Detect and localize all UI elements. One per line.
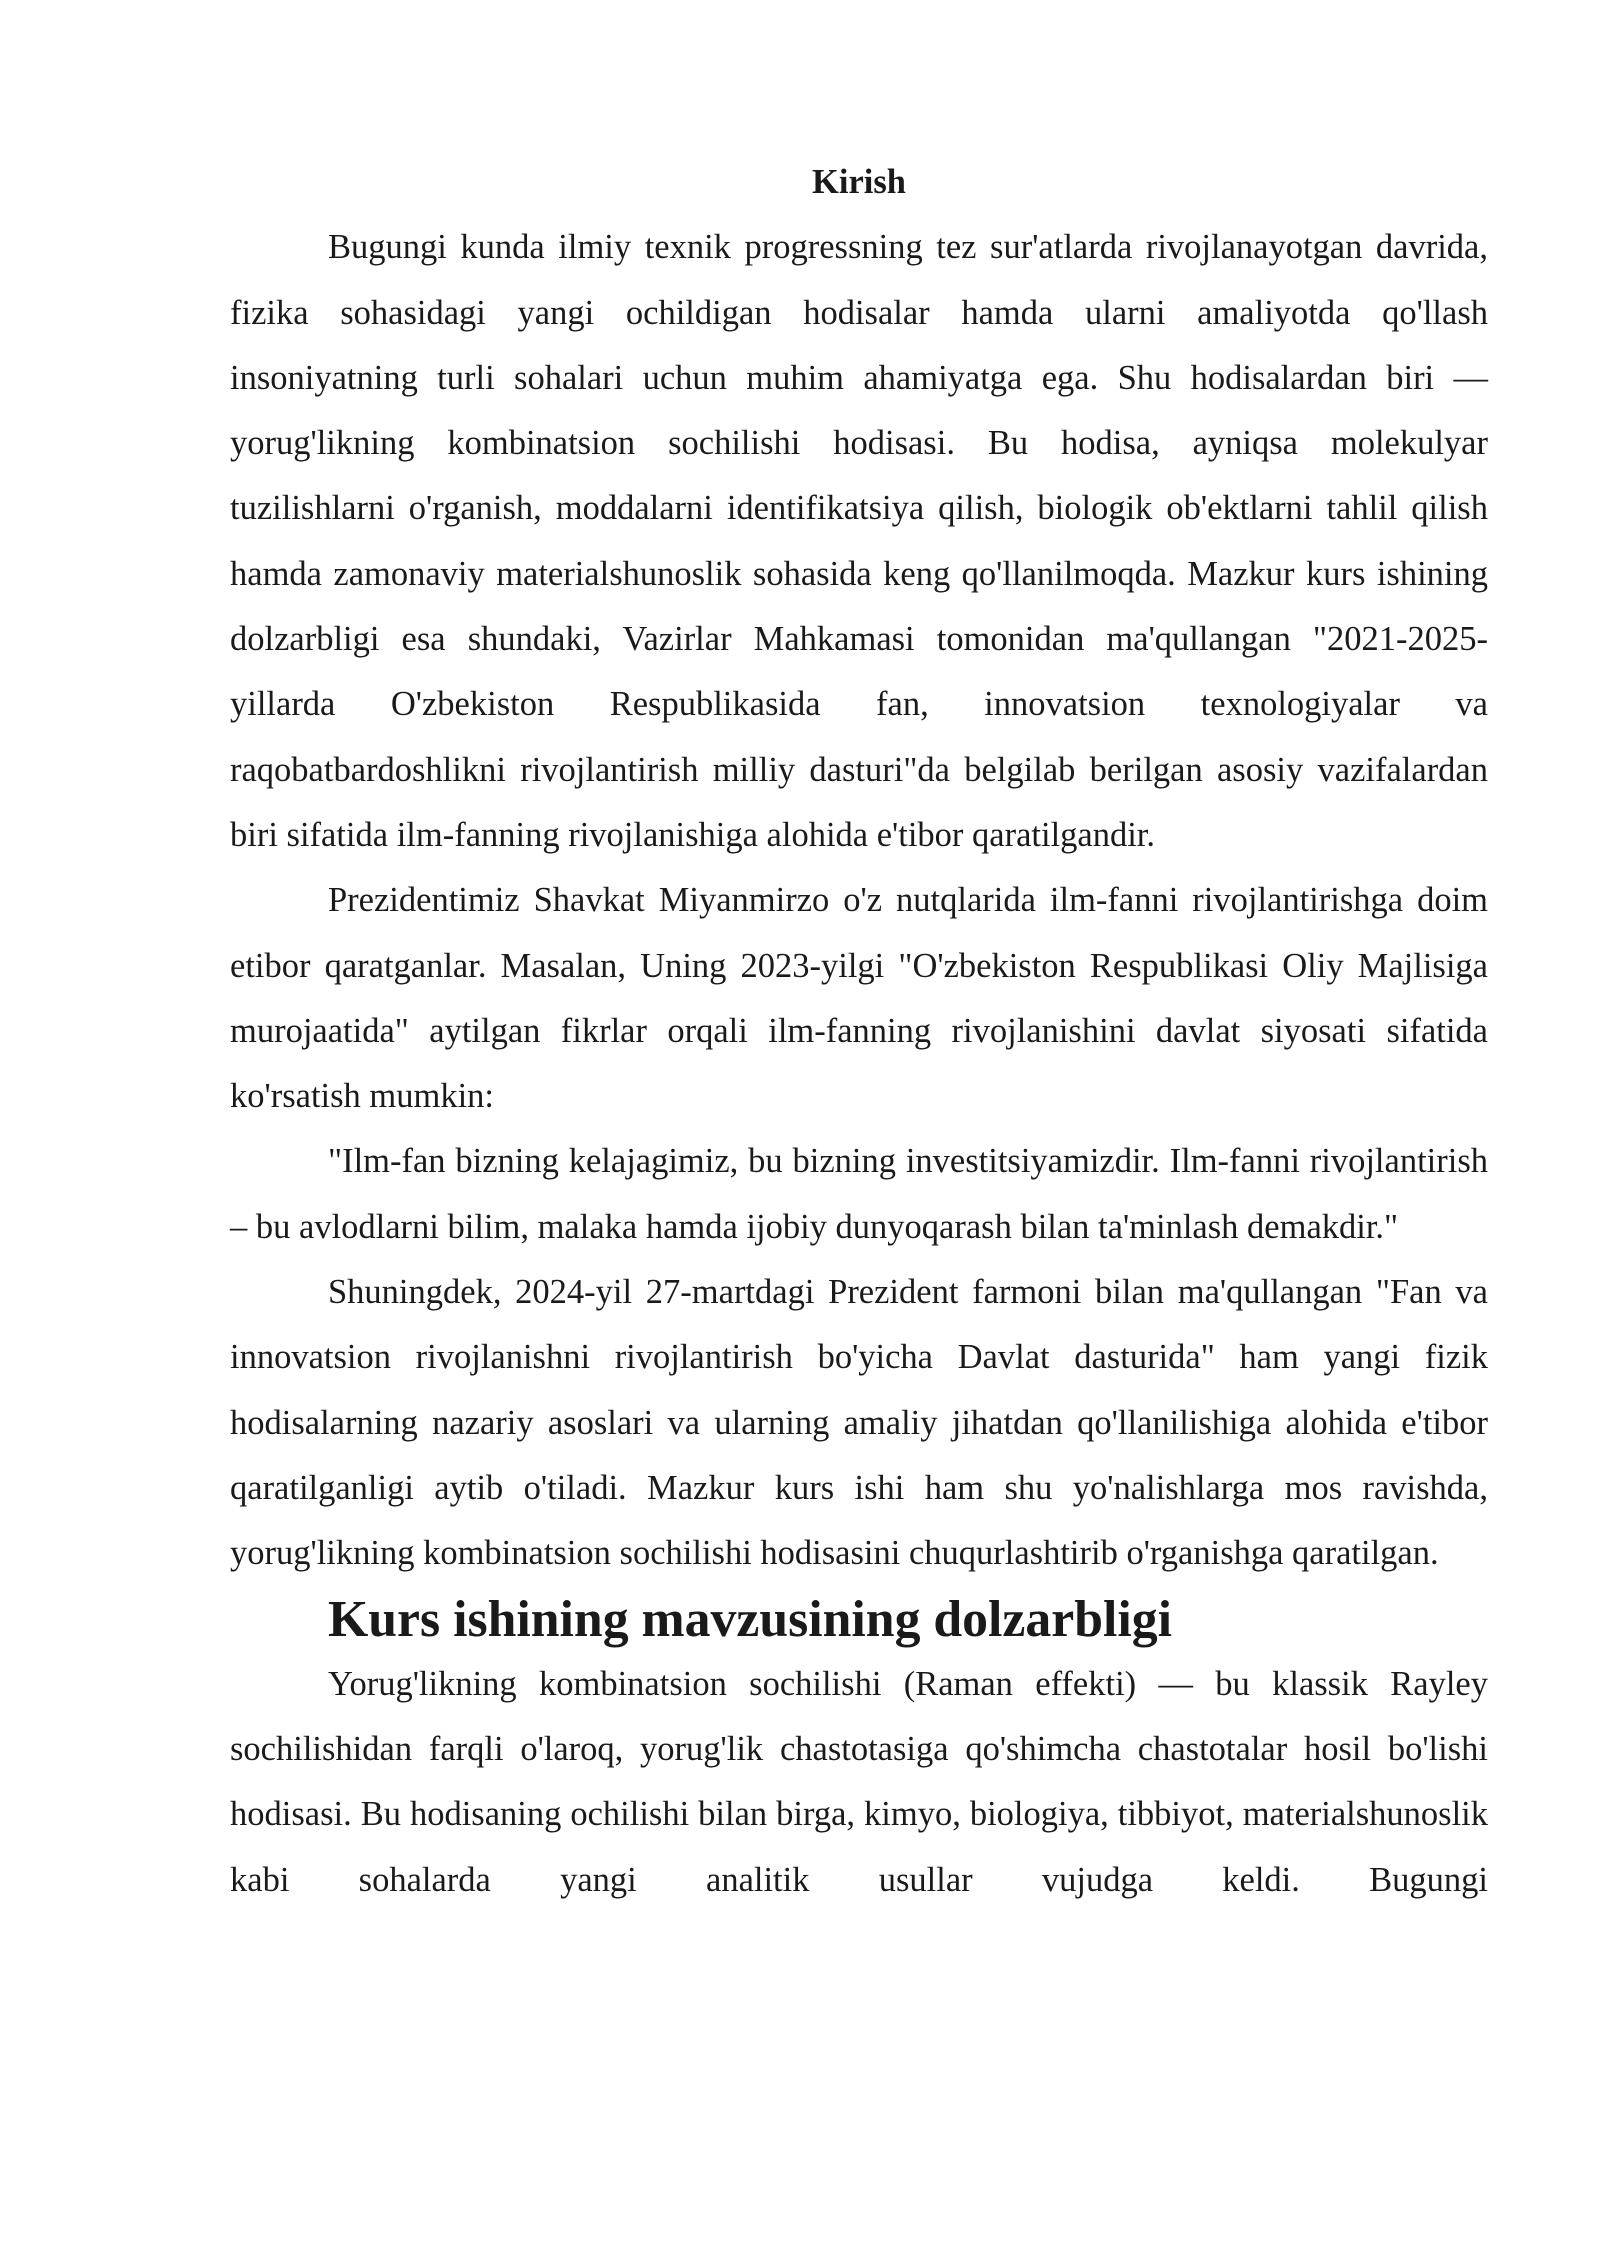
paragraph-4: Shuningdek, 2024-yil 27-martdagi Prezident farmoni bilan ma'qullangan "Fan va innovatsion rivojlanishni rivojlantirish bo'yicha Davlat dasturida" ham yangi fizik hodisalarning nazariy asoslari va ularning amaliy jihatdan qo'llanilishiga alohida e'tibor qaratilganligi aytib o'tiladi. Mazkur kurs ishi ham shu yo'nalishlarga mos ravishda, yorug'likning kombinatsion sochilishi hodisasini chuqurlashtirib o'rganishga qaratilgan.: [230, 1273, 1488, 1573]
paragraph-quote: "Ilm-fan bizning kelajagimiz, bu bizning investitsiyamizdir. Ilm-fanni rivojlantirish – bu avlodlarni bilim, malaka hamda ijobiy dunyoqarash bilan ta'minlash demakdir.": [230, 1142, 1488, 1246]
page-title: Kirish: [812, 163, 906, 201]
paragraph-2: Prezidentimiz Shavkat Miyanmirzo o'z nutqlarida ilm-fanni rivojlantirishga doim etibor qaratganlar. Masalan, Uning 2023-yilgi "O'zbekiston Respublikasi Oliy Majlisiga murojaatida" aytilgan fikrlar orqali ilm-fanning rivojlanishini davlat siyosati sifatida ko'rsatish mumkin:: [230, 881, 1488, 1116]
section-heading: Kurs ishining mavzusining dolzarbligi: [328, 1590, 1173, 1648]
paragraph-1: Bugungi kunda ilmiy texnik progressning tez sur'atlarda rivojlanayotgan davrida, fizika sohasidagi yangi ochildigan hodisalar hamda ularni amaliyotda qo'llash insoniyatning turli sohalari uchun muhim ahamiyatga ega. Shu hodisalardan biri — yorug'likning kombinatsion sochilishi hodisasi. Bu hodisa, ayniqsa molekulyar tuzilishlarni o'rganish, moddalarni identifikatsiya qilish, biologik ob'ektlarni tahlil qilish hamda zamonaviy materialshunoslik sohasida keng qo'llanilmoqda. Mazkur kurs ishining dolzarbligi esa shundaki, Vazirlar Mahkamasi tomonidan ma'qullangan "2021-2025-yillarda O'zbekiston Respublikasida fan, innovatsion texnologiyalar va raqobatbardoshlikni rivojlantirish milliy dasturi"da belgilab berilgan asosiy vazifalardan biri sifatida ilm-fanning rivojlanishiga alohida e'tibor qaratilgandir.: [230, 228, 1488, 854]
paragraph-5: Yorug'likning kombinatsion sochilishi (Raman effekti) — bu klassik Rayley sochilishidan farqli o'laroq, yorug'lik chastotasiga qo'shimcha chastotalar hosil bo'lishi hodisasi. Bu hodisaning ochilishi bilan birga, kimyo, biologiya, tibbiyot, materialshunoslik kabi sohalarda yangi analitik usullar vujudga keldi. Bugungi: [230, 1664, 1488, 1899]
